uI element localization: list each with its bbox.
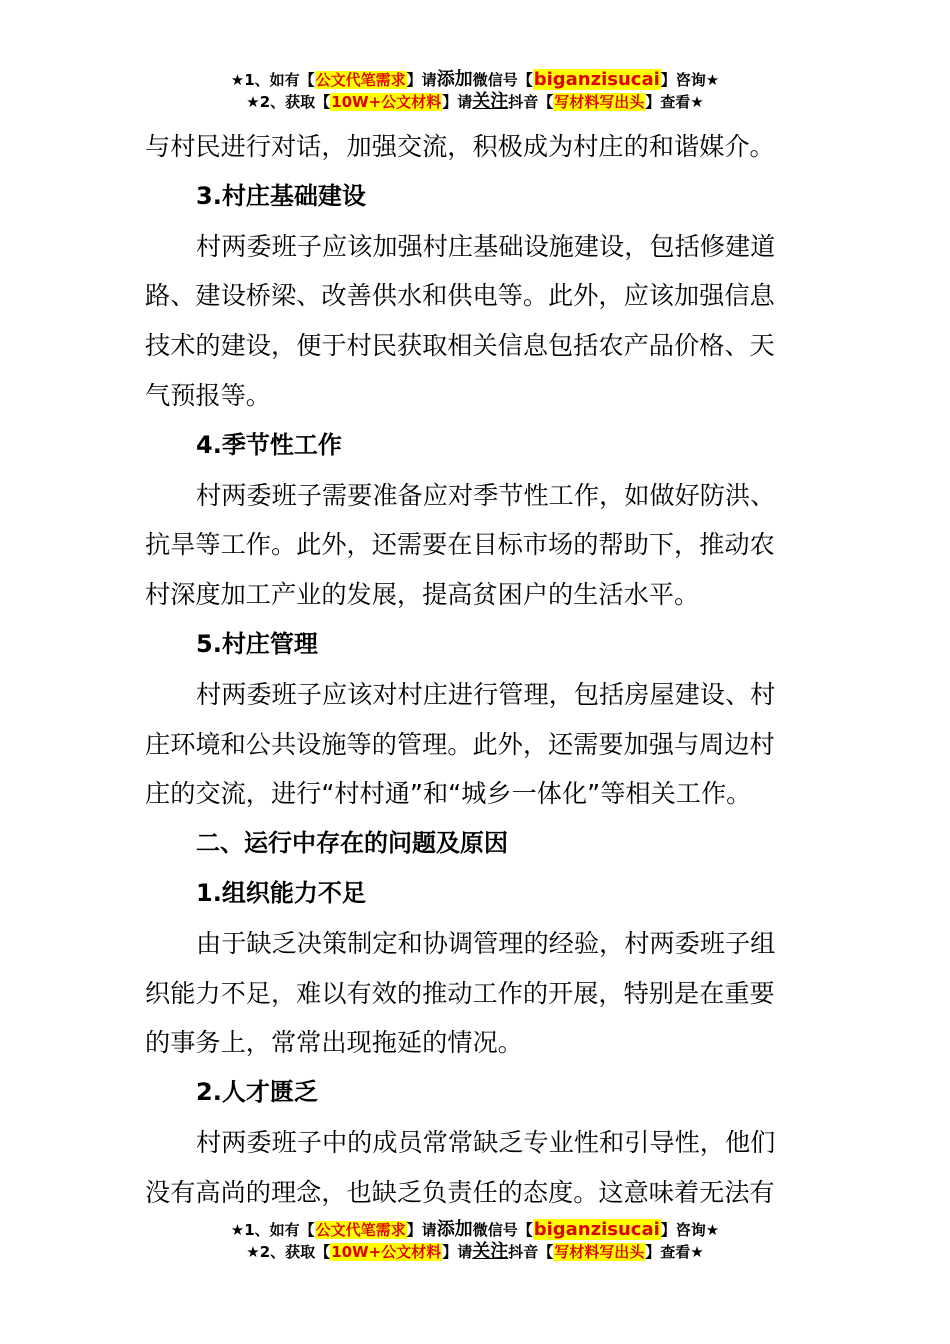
promo-text: 2、获取【 (259, 93, 331, 111)
star-icon: ★ (246, 93, 260, 111)
footer-promo-line-1 (0, 1219, 950, 1241)
promo-text: 微信号【 (472, 71, 533, 89)
section-heading-1: 1.组织能力不足 (196, 878, 366, 907)
paragraph-line: 村两委班子需要准备应对季节性工作，如做好防洪、 (196, 480, 776, 510)
star-icon: ★ (230, 71, 245, 89)
promo-text: 】请 (442, 1243, 473, 1261)
promo-text: 】查看★ (645, 1243, 704, 1261)
footer-promo (0, 1219, 950, 1263)
highlight-service: 公文代笔需求 (315, 1221, 406, 1239)
paragraph-line: 由于缺乏决策制定和协调管理的经验，村两委班子组 (196, 928, 776, 958)
promo-text: 微信号【 (472, 1221, 533, 1239)
paragraph-line: 村两委班子应该加强村庄基础设施建设，包括修建道 (196, 231, 776, 261)
promo-text: 抖音【 (508, 93, 554, 111)
paragraph-line: 气预报等。 (145, 380, 271, 410)
promo-text: 】查看★ (645, 93, 704, 111)
paragraph-line: 织能力不足，难以有效的推动工作的开展，特别是在重要 (145, 978, 775, 1008)
promo-text: 】咨询★ (660, 1221, 720, 1239)
paragraph-line: 抗旱等工作。此外，还需要在目标市场的帮助下，推动农 (145, 530, 775, 560)
promo-text-emphasis: 添加 (436, 1219, 473, 1240)
promo-text-emphasis: 关注 (472, 91, 509, 112)
promo-text: 1、如有【 (244, 1221, 315, 1239)
highlight-service: 公文代笔需求 (315, 71, 406, 89)
paragraph-line: 没有高尚的理念，也缺乏负责任的态度。这意味着无法有 (145, 1177, 775, 1207)
highlight-materials: 10W+公文材料 (331, 93, 442, 111)
section-heading-5: 5.村庄管理 (196, 629, 318, 658)
paragraph-line: 路、建设桥梁、改善供水和供电等。此外，应该加强信息 (145, 281, 775, 311)
promo-text: 】请 (406, 1221, 437, 1239)
paragraph-line: 技术的建设，便于村民获取相关信息包括农产品价格、天 (145, 331, 775, 361)
section-heading-2: 2.人才匮乏 (196, 1078, 318, 1107)
paragraph-line: 的事务上，常常出现拖延的情况。 (145, 1028, 523, 1058)
paragraph-line: 村两委班子中的成员常常缺乏专业性和引导性，他们 (196, 1127, 776, 1157)
promo-text: 】请 (442, 93, 473, 111)
header-promo (0, 69, 950, 113)
paragraph-line: 村深度加工产业的发展，提高贫困户的生活水平。 (145, 580, 700, 610)
section-heading-4: 4.季节性工作 (196, 430, 342, 459)
footer-promo-line-2 (0, 1241, 950, 1263)
wechat-id-link[interactable]: biganzisucai (533, 69, 660, 90)
promo-text: 】请 (406, 71, 437, 89)
header-promo-line-2 (0, 91, 950, 113)
header-promo-line-1 (0, 69, 950, 91)
document-body (145, 122, 810, 1218)
douyin-account-link[interactable]: 写材料写出头 (554, 1243, 645, 1261)
promo-text: 2、获取【 (259, 1243, 331, 1261)
chapter-heading-2: 二、运行中存在的问题及原因 (196, 829, 508, 858)
section-heading-3: 3.村庄基础建设 (196, 181, 366, 210)
paragraph-line: 与村民进行对话，加强交流，积极成为村庄的和谐媒介。 (145, 132, 775, 161)
highlight-materials: 10W+公文材料 (331, 1243, 442, 1261)
paragraph-line: 庄环境和公共设施等的管理。此外，还需要加强与周边村 (145, 729, 775, 759)
paragraph-line: 庄的交流，进行“村村通”和“城乡一体化”等相关工作。 (145, 779, 752, 809)
promo-text: 1、如有【 (244, 71, 315, 89)
douyin-account-link[interactable]: 写材料写出头 (554, 93, 645, 111)
promo-text-emphasis: 添加 (436, 69, 473, 90)
star-icon: ★ (246, 1243, 260, 1261)
promo-text: 】咨询★ (660, 71, 720, 89)
star-icon: ★ (230, 1221, 245, 1239)
promo-text: 抖音【 (508, 1243, 554, 1261)
wechat-id-link[interactable]: biganzisucai (533, 1219, 660, 1240)
promo-text-emphasis: 关注 (472, 1241, 509, 1262)
paragraph-line: 村两委班子应该对村庄进行管理，包括房屋建设、村 (196, 679, 776, 709)
